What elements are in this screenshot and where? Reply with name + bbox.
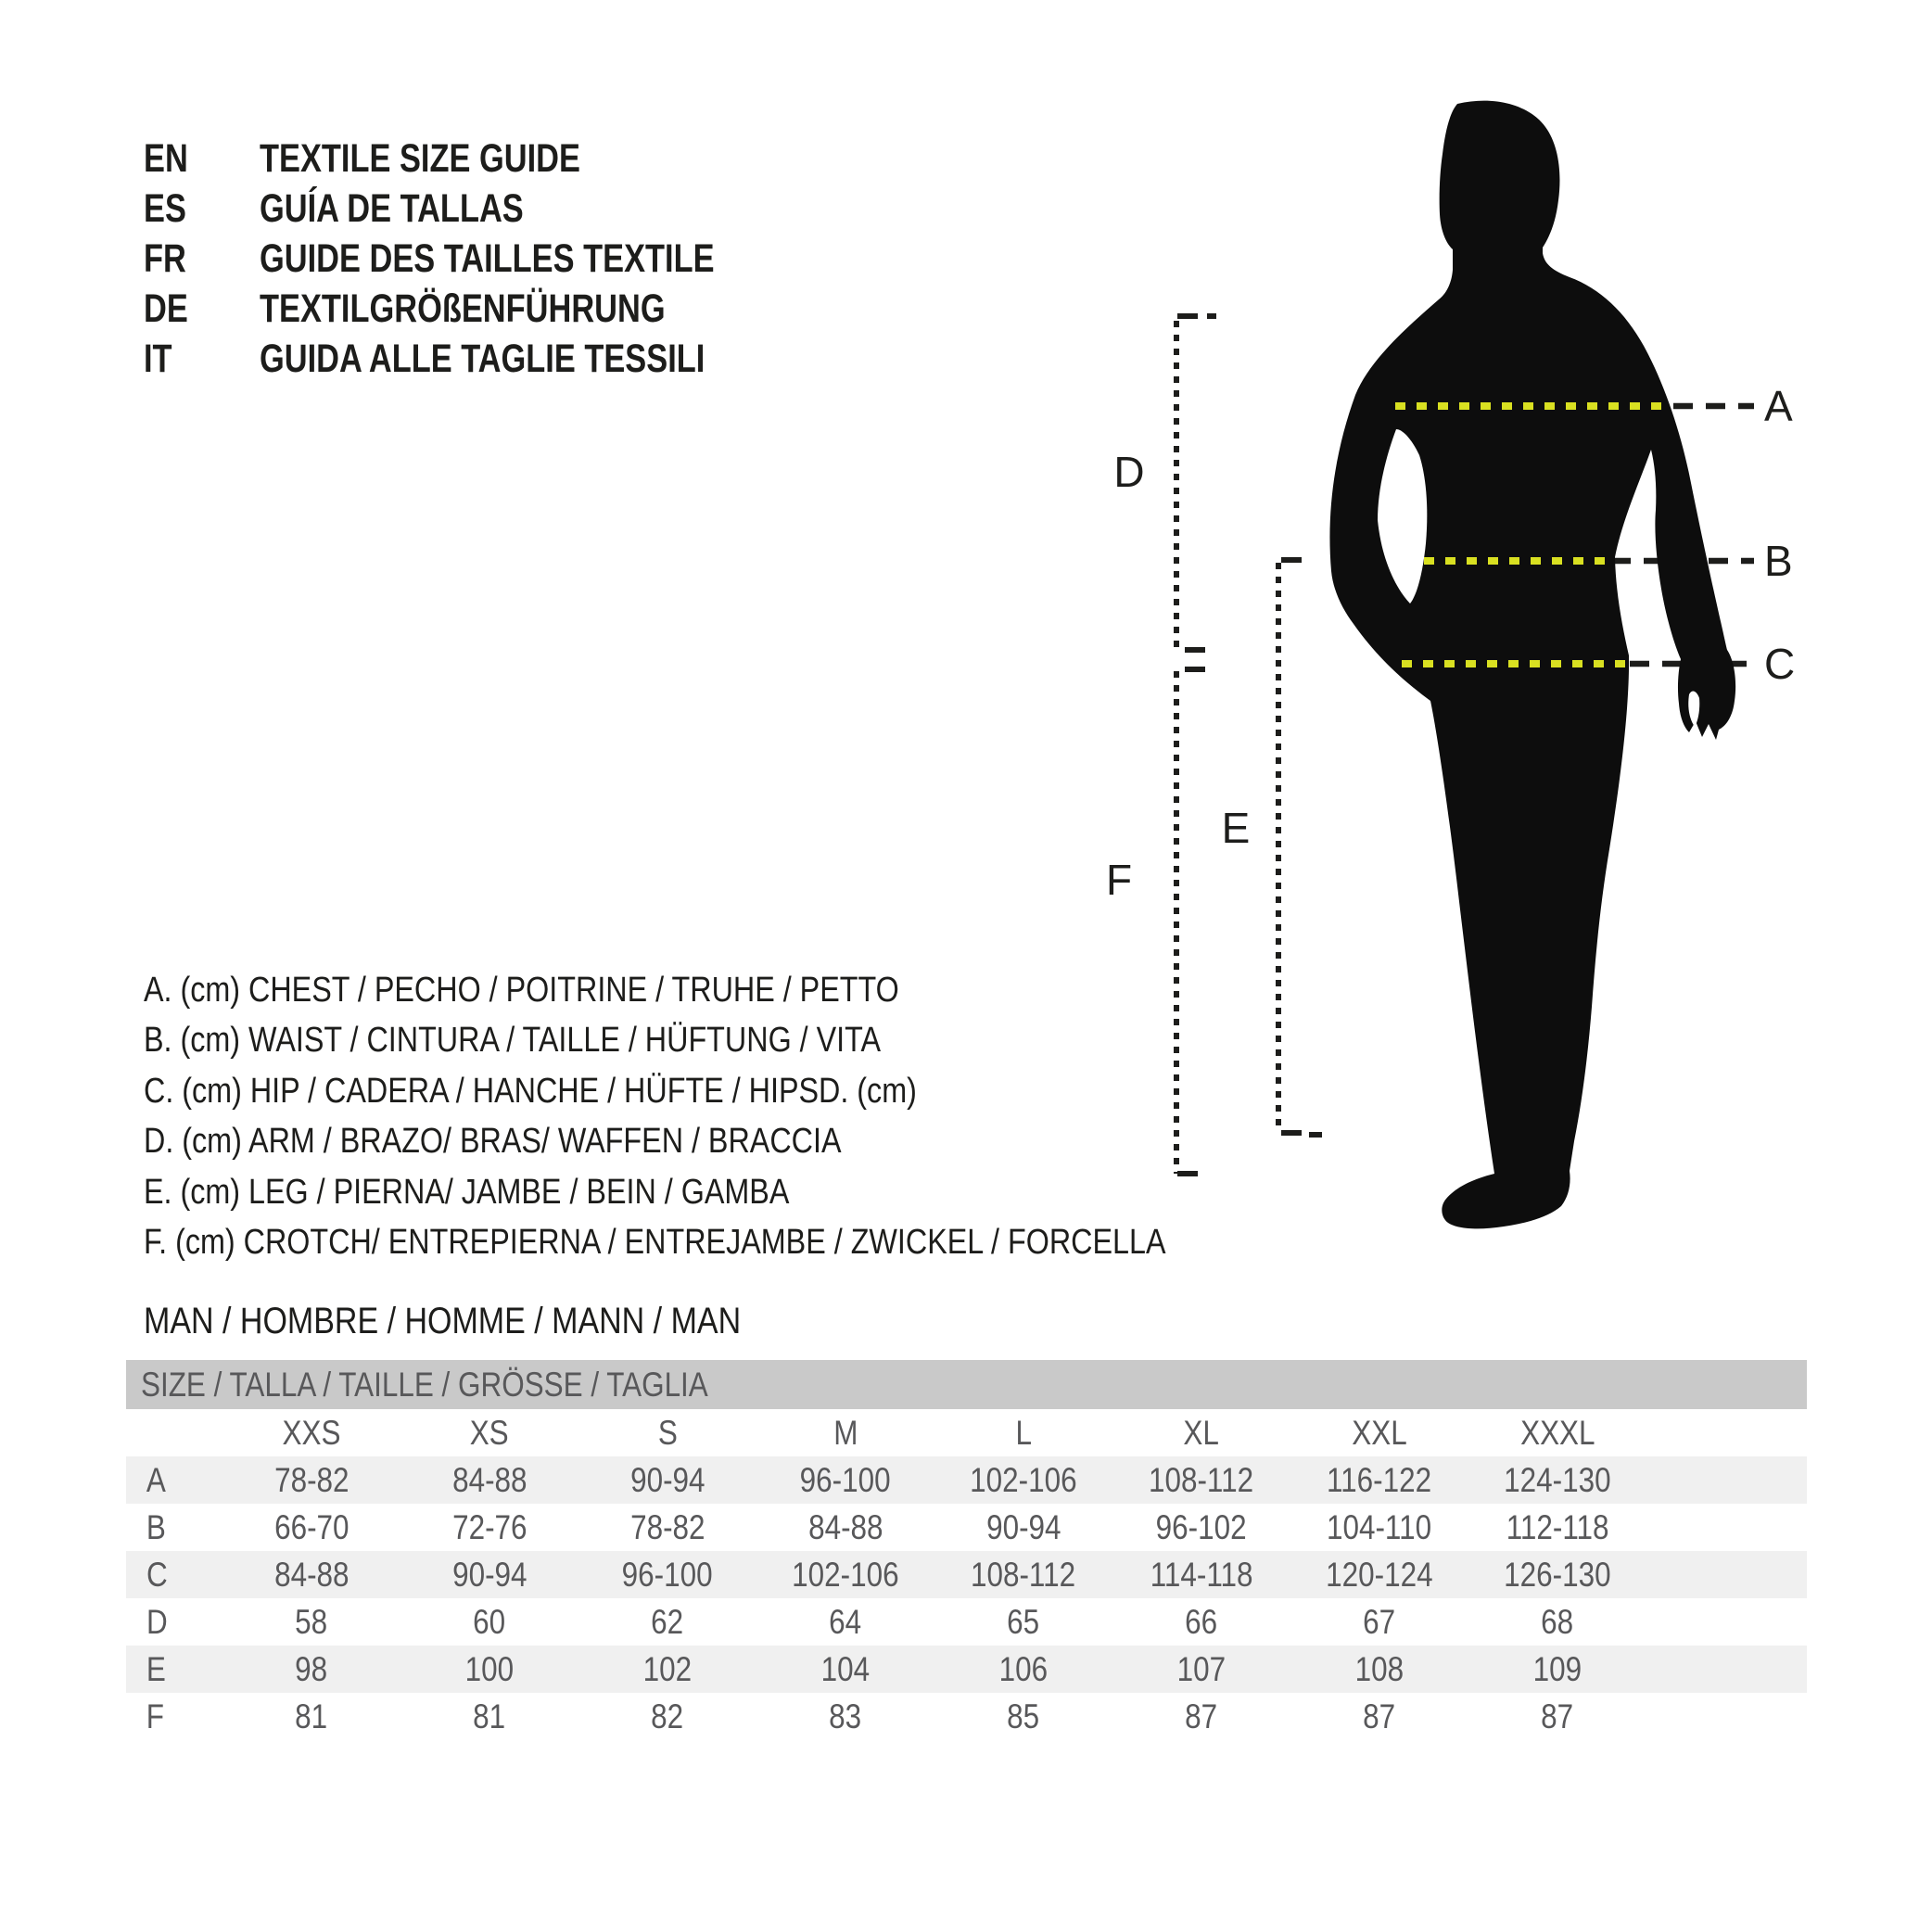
table-cell: 87 <box>1363 1697 1396 1735</box>
guide-title: GUIDE DES TAILLES TEXTILE <box>260 235 715 281</box>
table-row <box>126 1456 1807 1504</box>
table-cell: 68 <box>1541 1602 1574 1641</box>
row-key: F <box>146 1697 164 1735</box>
guide-title: GUÍA DE TALLAS <box>260 185 524 231</box>
table-cell: 78-82 <box>629 1507 705 1546</box>
row-key: B <box>146 1507 166 1546</box>
table-cell: 83 <box>829 1697 862 1735</box>
measurement-legend <box>144 965 1346 1268</box>
table-row <box>126 1646 1807 1693</box>
measurement-leg: E. (cm) LEG / PIERNA/ JAMBE / BEIN / GAMBA <box>144 1172 790 1212</box>
category-label: MAN / HOMBRE / HOMME / MANN / MAN <box>144 1300 742 1341</box>
table-cell: 102 <box>642 1649 693 1688</box>
guide-title: TEXTILE SIZE GUIDE <box>260 135 580 181</box>
table-cell: 90-94 <box>629 1460 705 1499</box>
language-code: FR <box>144 235 186 281</box>
figure-label-crotch: F <box>1105 856 1133 904</box>
language-code: EN <box>144 135 188 181</box>
language-row <box>144 234 828 284</box>
table-cell: 116-122 <box>1327 1460 1432 1499</box>
size-col-header: XS <box>470 1413 509 1452</box>
guide-title: GUIDA ALLE TAGLIE TESSILI <box>260 336 705 381</box>
size-col-header: XXL <box>1352 1413 1407 1452</box>
figure-label-arm: D <box>1113 448 1145 496</box>
size-col-header: XXXL <box>1519 1413 1595 1452</box>
figure-label-hip: C <box>1764 640 1796 688</box>
table-cell: 96-102 <box>1156 1507 1247 1546</box>
table-cell: 108-112 <box>1149 1460 1254 1499</box>
table-cell: 64 <box>829 1602 862 1641</box>
table-cell: 107 <box>1176 1649 1227 1688</box>
table-cell: 58 <box>295 1602 328 1641</box>
size-col-header: M <box>833 1413 858 1452</box>
language-title-block <box>144 133 828 384</box>
table-cell: 85 <box>1007 1697 1040 1735</box>
table-cell: 114-118 <box>1150 1555 1253 1594</box>
size-col-header: S <box>657 1413 678 1452</box>
figure-label-waist: B <box>1764 537 1793 585</box>
table-cell: 66-70 <box>273 1507 350 1546</box>
table-cell: 112-118 <box>1506 1507 1609 1546</box>
size-table <box>126 1360 1807 1740</box>
measurement-waist: B. (cm) WAIST / CINTURA / TAILLE / HÜFTUNG / VITA <box>144 1021 882 1061</box>
table-row <box>126 1504 1807 1551</box>
table-cell: 84-88 <box>273 1555 350 1594</box>
language-row <box>144 284 828 334</box>
figure-label-chest: A <box>1764 382 1793 430</box>
language-row <box>144 133 828 184</box>
table-row <box>126 1598 1807 1646</box>
table-cell: 81 <box>295 1697 328 1735</box>
table-cell: 96-100 <box>622 1555 713 1594</box>
measurement-arm: D. (cm) ARM / BRAZO/ BRAS/ WAFFEN / BRACCIA <box>144 1122 842 1162</box>
table-cell: 87 <box>1541 1697 1574 1735</box>
table-cell: 60 <box>473 1602 506 1641</box>
table-cell: 84-88 <box>451 1460 527 1499</box>
table-row <box>126 1551 1807 1598</box>
row-key: C <box>146 1555 168 1594</box>
size-col-header: XXS <box>282 1413 341 1452</box>
language-code: DE <box>144 286 188 331</box>
language-code: ES <box>144 185 186 231</box>
table-cell: 90-94 <box>985 1507 1061 1546</box>
language-row <box>144 184 828 234</box>
table-cell: 104-110 <box>1327 1507 1432 1546</box>
table-cell: 62 <box>651 1602 684 1641</box>
table-cell: 72-76 <box>451 1507 527 1546</box>
table-cell: 109 <box>1532 1649 1582 1688</box>
table-cell: 98 <box>295 1649 328 1688</box>
measurement-hip: C. (cm) HIP / CADERA / HANCHE / HÜFTE / HIPSD. (cm) <box>144 1071 917 1111</box>
size-table-header-bar <box>126 1360 1807 1409</box>
row-key: A <box>146 1460 166 1499</box>
table-cell: 82 <box>651 1697 684 1735</box>
figure-label-leg: E <box>1221 804 1251 852</box>
table-cell: 81 <box>473 1697 506 1735</box>
measurement-chest: A. (cm) CHEST / PECHO / POITRINE / TRUHE / PETTO <box>144 970 899 1010</box>
table-row <box>126 1693 1807 1740</box>
table-cell: 78-82 <box>273 1460 350 1499</box>
table-cell: 67 <box>1363 1602 1396 1641</box>
table-cell: 124-130 <box>1504 1460 1611 1499</box>
table-cell: 84-88 <box>807 1507 883 1546</box>
row-key: D <box>146 1602 168 1641</box>
table-cell: 108 <box>1354 1649 1405 1688</box>
table-cell: 66 <box>1185 1602 1218 1641</box>
table-cell: 100 <box>464 1649 515 1688</box>
table-cell: 65 <box>1007 1602 1040 1641</box>
table-cell: 102-106 <box>970 1460 1077 1499</box>
size-header-row <box>126 1409 1807 1456</box>
language-row <box>144 334 828 384</box>
table-cell: 106 <box>998 1649 1049 1688</box>
language-code: IT <box>144 336 172 381</box>
table-cell: 90-94 <box>451 1555 527 1594</box>
table-cell: 102-106 <box>792 1555 899 1594</box>
row-key: E <box>146 1649 166 1688</box>
guide-title: TEXTILGRÖßENFÜHRUNG <box>260 286 666 331</box>
size-col-header: L <box>1015 1413 1032 1452</box>
size-table-title: SIZE / TALLA / TAILLE / GRÖSSE / TAGLIA <box>141 1365 708 1404</box>
table-cell: 104 <box>820 1649 871 1688</box>
table-cell: 108-112 <box>971 1555 1076 1594</box>
table-cell: 96-100 <box>800 1460 891 1499</box>
measurement-crotch: F. (cm) CROTCH/ ENTREPIERNA / ENTREJAMBE / ZWICKEL / FORCELLA <box>144 1223 1166 1263</box>
table-cell: 120-124 <box>1326 1555 1433 1594</box>
size-col-header: XL <box>1183 1413 1220 1452</box>
table-cell: 87 <box>1185 1697 1218 1735</box>
table-cell: 126-130 <box>1504 1555 1611 1594</box>
